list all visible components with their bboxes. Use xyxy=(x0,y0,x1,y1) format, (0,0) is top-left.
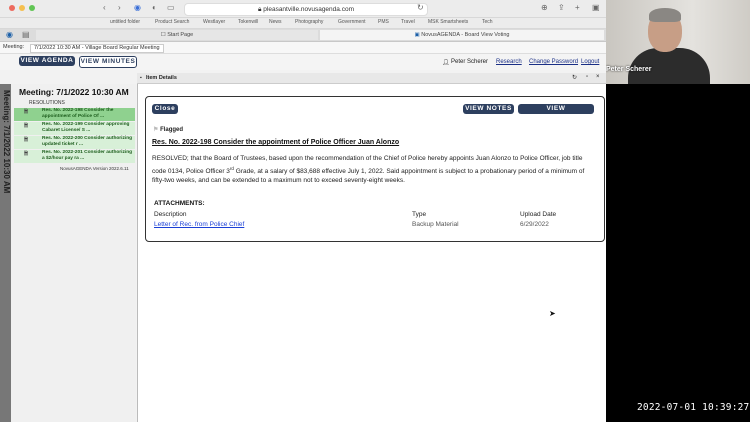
tab-page-icon: ☐ xyxy=(160,32,168,38)
bookmark-item[interactable]: News xyxy=(269,19,282,25)
tab-overview-icon[interactable]: ▣ xyxy=(592,3,600,12)
meeting-bar-label: Meeting: xyxy=(3,44,25,50)
address-bar[interactable] xyxy=(184,3,428,16)
view-attachments-button[interactable]: VIEW ATTACHMENTS xyxy=(518,104,594,114)
tab-favicon-icon: ▣ xyxy=(414,32,422,38)
column-type: Type xyxy=(412,211,427,218)
agenda-item-selected[interactable] xyxy=(14,108,135,121)
agenda-item-text: Res. No. 2022-199 Consider approving Cabaret License/ S ... xyxy=(42,122,130,133)
view-agenda-button[interactable]: VIEW AGENDA xyxy=(20,57,74,64)
maximize-icon[interactable]: ▫ xyxy=(586,74,589,80)
zoom-window-dot[interactable] xyxy=(29,5,35,11)
video-timestamp: 2022-07-01 10:39:27 xyxy=(637,402,750,413)
agenda-item[interactable] xyxy=(14,122,135,135)
participant-name: Peter Scherer xyxy=(606,66,652,73)
meeting-select[interactable]: 7/1/2022 10:30 AM - Village Board Regular Meeting xyxy=(30,44,164,53)
sidebar-icon[interactable]: ▭ xyxy=(167,3,175,12)
close-button[interactable]: Close xyxy=(152,104,178,114)
reload-icon[interactable]: ↻ xyxy=(417,3,424,12)
minimize-window-dot[interactable] xyxy=(19,5,25,11)
resolution-body xyxy=(152,154,594,186)
flagged-row xyxy=(153,126,183,133)
forward-icon[interactable]: › xyxy=(118,3,121,12)
close-icon[interactable]: × xyxy=(596,74,600,80)
agenda-item[interactable] xyxy=(14,150,135,163)
lock-icon: 🔒︎ xyxy=(258,6,262,13)
bookmarks-bar xyxy=(0,18,606,29)
bookmark-item[interactable]: untitled folder xyxy=(110,19,141,25)
body-part-2: Grade, at a salary of $83,688 effective July 1, 2022. Said appointment is subject to a probationary period of a minimum of fifty-two weeks, and can be extended to a maximum not to exceed seventy-eight weeks. xyxy=(152,167,585,185)
download-icon[interactable]: ⊕ xyxy=(541,3,548,12)
url-text: pleasantville.novusagenda.com xyxy=(263,6,354,13)
bookmark-item[interactable]: MSK Smartsheets xyxy=(428,19,469,25)
research-link[interactable]: Research xyxy=(496,59,522,65)
attachment-link[interactable]: Letter of Rec. from Police Chief xyxy=(154,221,245,228)
new-tab-icon[interactable]: + xyxy=(575,3,580,12)
attachment-date: 6/29/2022 xyxy=(520,221,549,228)
flag-icon[interactable]: ⚑ xyxy=(153,127,159,133)
extension-icon[interactable]: ◉ xyxy=(134,3,141,12)
app-icon[interactable]: ◉ xyxy=(6,30,13,39)
section-header: RESOLUTIONS xyxy=(29,100,65,106)
attachment-type: Backup Material xyxy=(412,221,459,228)
tab-novusagenda[interactable] xyxy=(320,30,604,40)
browser-toolbar xyxy=(0,0,606,18)
refresh-icon[interactable]: ↻ xyxy=(572,75,578,81)
agenda-item-text: Res. No. 2022-200 Consider authorizing updated ticket r ... xyxy=(42,136,133,147)
user-name: Peter Scherer xyxy=(451,59,489,65)
shield-icon[interactable]: ◐ xyxy=(152,3,157,12)
participant-hair xyxy=(649,8,681,22)
logout-link[interactable]: Logout xyxy=(581,59,600,65)
user-icon: 👤︎ xyxy=(442,60,450,66)
tab-start-page[interactable] xyxy=(36,30,318,40)
tab-sidebar-icon[interactable]: ▤ xyxy=(22,30,30,39)
tab-label: NovusAGENDA - Board View Voting xyxy=(421,32,510,38)
participant-video xyxy=(606,0,750,84)
mouse-cursor-icon: ➤ xyxy=(549,309,556,318)
vertical-meeting-label: Meeting: 7/1/2022 10:30 AM xyxy=(2,90,11,194)
attachments-header: ATTACHMENTS: xyxy=(154,200,205,207)
body-part-1: RESOLVED; that the Board of Trustees, based upon the recommendation of the Chief of Police hereby appoints Juan Alonzo to Police Officer, job title code 0134, Police Officer 3 xyxy=(152,155,583,175)
window-title: Item Details xyxy=(146,75,177,81)
bookmark-item[interactable]: Product Search xyxy=(155,19,190,25)
bookmark-item[interactable]: Photography xyxy=(295,19,324,25)
document-icon: 🗎︎ xyxy=(24,109,29,115)
document-icon: 🗎︎ xyxy=(24,151,29,157)
back-icon[interactable]: ‹ xyxy=(103,3,106,12)
agenda-item-text: Res. No. 2022-198 Consider the appointment of Police Of ... xyxy=(42,108,114,119)
resolution-title: Res. No. 2022-198 Consider the appointment of Police Officer Juan Alonzo xyxy=(152,139,400,146)
close-window-dot[interactable] xyxy=(9,5,15,11)
body-superscript: rd xyxy=(229,165,234,171)
flagged-label: Flagged xyxy=(160,127,184,133)
meeting-title: Meeting: 7/1/2022 10:30 AM xyxy=(19,87,129,97)
share-icon[interactable]: ⇪ xyxy=(558,3,565,12)
column-upload-date: Upload Date xyxy=(520,211,557,218)
item-details-titlebar xyxy=(137,73,606,84)
change-password-link[interactable]: Change Password xyxy=(529,59,579,65)
window-icon: ▪ xyxy=(140,75,142,81)
bookmark-item[interactable]: Tech xyxy=(482,19,493,25)
view-minutes-button[interactable]: VIEW MINUTES xyxy=(79,56,137,68)
version-text: NovusAGENDA Version 2022.6.11 xyxy=(60,166,129,171)
agenda-item[interactable] xyxy=(14,136,135,149)
bookmark-item[interactable]: Tokenwill xyxy=(238,19,259,25)
bookmark-item[interactable]: Westlayer xyxy=(203,19,226,25)
document-icon: 🗎︎ xyxy=(24,137,29,143)
tab-bar xyxy=(0,29,606,42)
agenda-item-text: Res. No. 2022-201 Consider authorizing a $2/hour pay ra ... xyxy=(42,150,133,161)
document-icon: 🗎︎ xyxy=(24,123,29,129)
column-description: Description xyxy=(154,211,187,218)
tab-label: Start Page xyxy=(167,32,194,38)
bookmark-item[interactable]: Government xyxy=(338,19,366,25)
bookmark-item[interactable]: Travel xyxy=(401,19,415,25)
view-notes-button[interactable]: VIEW NOTES xyxy=(463,104,514,114)
meeting-bar xyxy=(0,42,606,54)
bookmark-item[interactable]: PMS xyxy=(378,19,389,25)
